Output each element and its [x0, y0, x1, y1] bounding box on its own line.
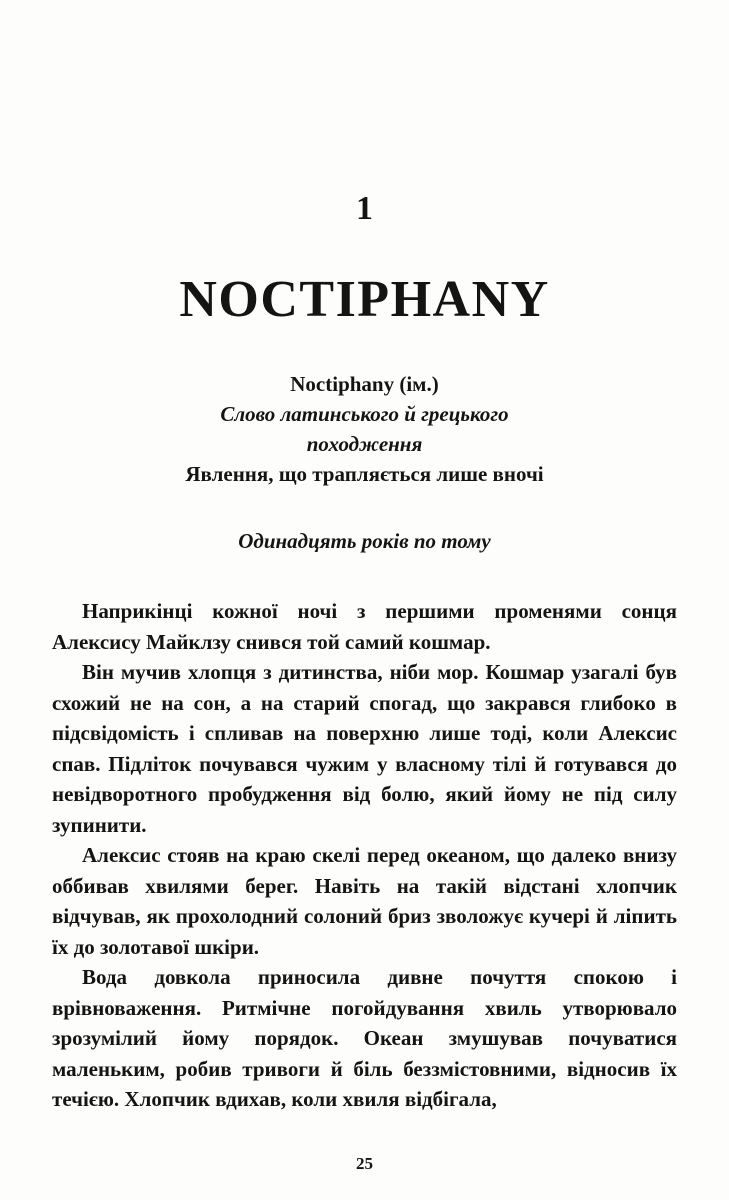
body-paragraph: Наприкінці кожної ночі з першими променями сонця Алексису Майклзу снився той самий кошмар. [52, 599, 677, 654]
chapter-title: NOCTIPHANY [179, 271, 550, 328]
page-number: 25 [356, 1154, 373, 1173]
body-paragraph: Вода довкола приносила дивне почуття спокою і врівноваження. Ритмічне погойдування хвиль утворювало зрозумілий йому порядок. Океан змушував почуватися маленьким, робив тривоги й біль беззмістовними, відносив їх течією. Хлопчик вдихав, коли хвиля відбігала, [52, 965, 677, 1111]
body-paragraph: Алексис стояв на краю скелі перед океаном, що далеко внизу оббивав хвилями берег. Навіть на такій відстані хлопчик відчував, як прохолодний солоний бриз зволожує кучері й ліпить їх до золотавої шкіри. [52, 843, 677, 959]
definition-etymology-line1: Слово латинського й грецького [220, 402, 509, 426]
body-text [52, 596, 677, 1115]
chapter-number: 1 [356, 190, 373, 227]
body-paragraph: Він мучив хлопця з дитинства, ніби мор. Кошмар узагалі був схожий не на сон, а на старий спогад, що закрався глибоко в підсвідомість і спливав на поверхню лише тоді, коли Алексис спав. Підліток почувався чужим у власному тілі й готувався до невідворотного пробудження від болю, який йому не під силу зупинити. [52, 660, 677, 837]
definition-meaning: Явлення, що трапляється лише вночі [185, 462, 544, 486]
definition-block [52, 369, 677, 489]
definition-etymology-line2: походження [306, 432, 423, 456]
definition-term: Noctiphany (ім.) [290, 372, 439, 396]
section-subtitle: Одинадцять років по тому [238, 529, 491, 553]
